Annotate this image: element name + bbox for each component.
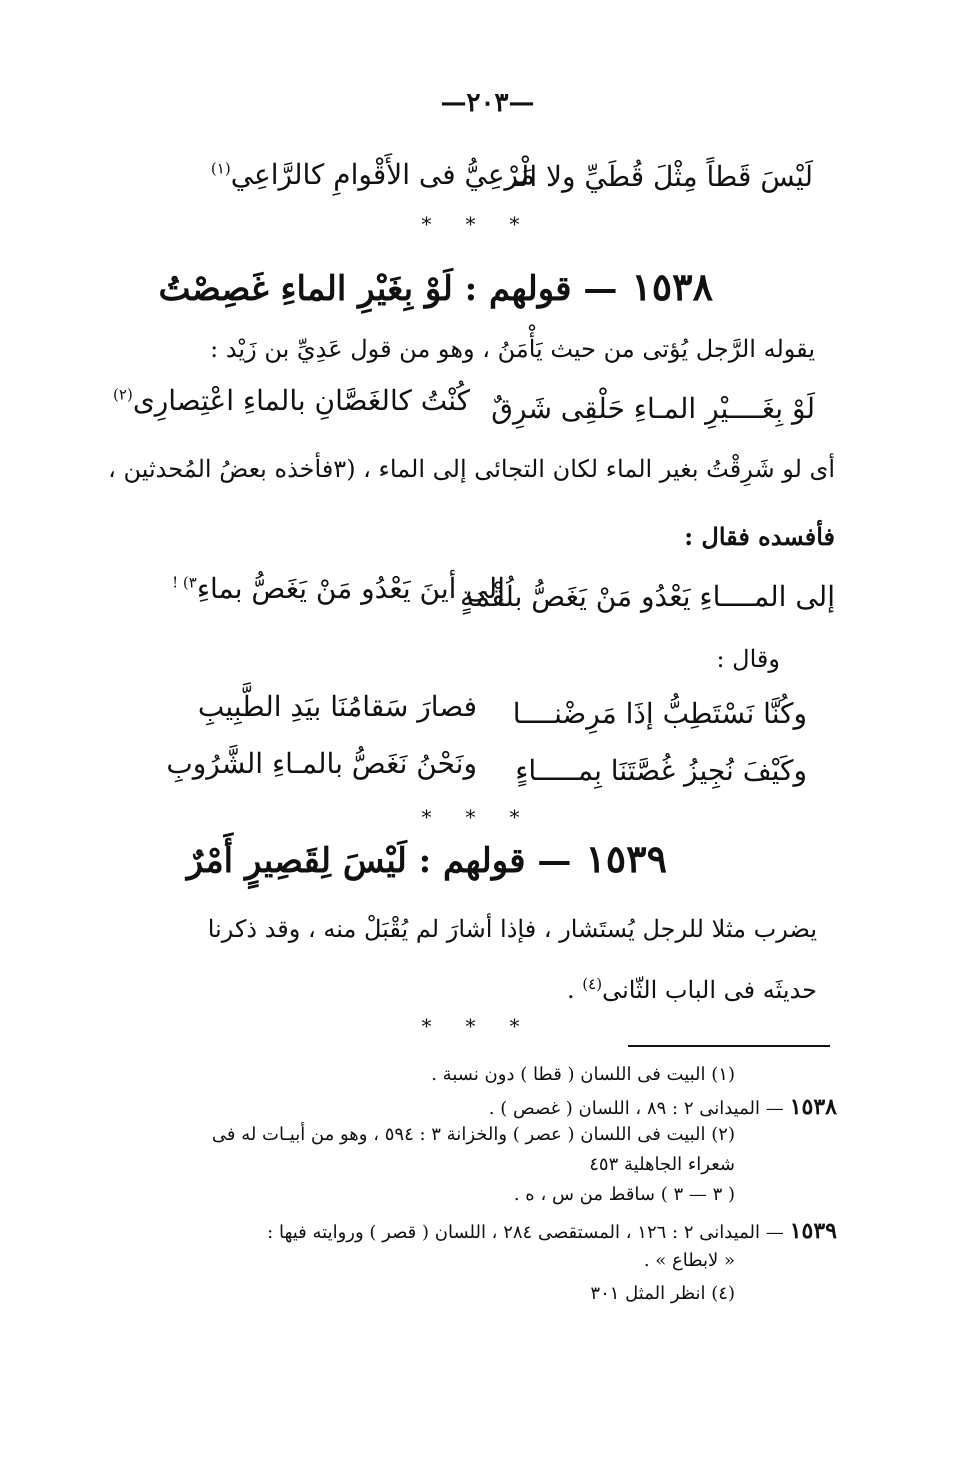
entry-1538-verse-first: لَوْ بِغَــــيْرِ المـاءِ حَلْقِى شَرِقٌ xyxy=(491,392,815,425)
entry-1538-title: — قولهم : لَوْ بِغَيْرِ الماءِ غَصِصْتُ xyxy=(158,269,618,309)
verse-1-first-hemistich: لَيْسَ قَطاً مِثْلَ قُطَيِّ ولا الْـ xyxy=(512,160,813,193)
footnote-text: (٤) انظر المثل ٣٠١ xyxy=(590,1283,735,1304)
section-divider-stars xyxy=(0,212,975,236)
entry-1538-said: وقال : xyxy=(716,645,780,673)
entry-1538-intro: يقوله الرَّجل يُؤتى من حيث يَأْمَنُ ، وهو من قول عَدِيِّ بن زَيْد : xyxy=(210,335,815,363)
footnote-ref-3: ٣) ! xyxy=(172,573,197,592)
footnote-lead: ١٥٣٩ xyxy=(789,1218,837,1244)
star: * xyxy=(509,212,554,236)
star: * xyxy=(421,212,466,236)
star: * xyxy=(509,1014,554,1038)
section-divider-stars xyxy=(0,805,975,829)
entry-1538-verse3-first: وكُنَّا نَسْتَطِبُّ إذَا مَرِضْنــــا xyxy=(512,697,807,730)
footnote-text: شعراء الجاهلية ٤٥٣ xyxy=(589,1154,735,1175)
star: * xyxy=(465,805,510,829)
footnote-lead: ١٥٣٨ xyxy=(789,1094,837,1120)
entry-1538-number: ١٥٣٨ xyxy=(631,264,713,309)
entry-1538-verse2-first: إلى المــــاءِ يَعْدُو مَنْ يَغَصُّ بلُقْمَةٍ xyxy=(459,580,835,613)
section-divider-stars xyxy=(0,1014,975,1038)
footnote-ref-1: (١) xyxy=(210,159,231,178)
entry-1539-heading xyxy=(187,836,667,881)
footnote-text: — الميدانى ٢ : ٨٩ ، اللسان ( غصص ) . xyxy=(488,1098,784,1119)
entry-1538-heading xyxy=(159,264,713,309)
footnote-2 xyxy=(212,1124,735,1145)
footnote-text: « لابطاع » . xyxy=(643,1250,735,1271)
verse-1-second-hemistich xyxy=(211,158,535,191)
star: * xyxy=(421,1014,466,1038)
entry-1539-number: ١٥٣٩ xyxy=(585,836,667,881)
star: * xyxy=(421,805,466,829)
entry-1539-line-2-end: . xyxy=(567,976,583,1004)
entry-1539-line-2-text: حديثَه فى الباب الثّانى xyxy=(602,976,817,1004)
star: * xyxy=(465,212,510,236)
footnote-text: (٢) البيت فى اللسان ( عصر ) والخزانة ٣ : ٥٩٤ ، وهو من أبيـات له فى xyxy=(211,1124,735,1145)
footnote-ref-4: (٤) xyxy=(582,975,603,993)
entry-1539-title: — قولهم : لَيْسَ لِقَصِيرٍ أَمْرٌ xyxy=(186,841,572,881)
footnote-2-continued xyxy=(589,1154,735,1175)
footnote-1538 xyxy=(489,1094,837,1120)
page-number: —٢٠٣— xyxy=(440,88,535,118)
footnote-1539-continued xyxy=(644,1250,735,1271)
entry-1538-verse4-first: وكَيْفَ نُجِيزُ غُصَّتَنَا بِمـــــاءٍ xyxy=(515,754,807,787)
footnote-text: (١) البيت فى اللسان ( قطا ) دون نسبة . xyxy=(431,1064,735,1085)
footnote-4 xyxy=(590,1283,735,1304)
entry-1538-verse2-text: إلى أينَ يَعْدُو مَنْ يَغَصُّ بماءِ xyxy=(196,572,505,605)
entry-1538-verse-text: كُنْتُ كالغَصَّانِ بالماءِ اعْتِصارِى xyxy=(132,384,470,417)
footnote-ref-2: (٢) xyxy=(113,385,133,404)
verse-1-text: مَرْعِيُّ فى الأَقْوامِ كالرَّاعِي xyxy=(230,158,535,191)
footnote-text: — الميدانى ٢ : ١٢٦ ، المستقصى ٢٨٤ ، اللسان ( قصر ) وروايته فيها : xyxy=(267,1222,784,1243)
entry-1538-verse3-second: فصارَ سَقامُنَا بيَدِ الطَّبِيبِ xyxy=(197,690,477,723)
entry-1538-verse4-second: ونَحْنُ نَغَصُّ بالمـاءِ الشَّرُوبِ xyxy=(166,747,477,780)
entry-1538-spoiled-line: فأفسده فقال : xyxy=(684,522,835,551)
entry-1538-verse2-second xyxy=(172,572,505,605)
star: * xyxy=(509,805,554,829)
entry-1538-verse-second xyxy=(113,384,470,417)
footnote-1 xyxy=(431,1064,735,1085)
footnote-3 xyxy=(514,1184,735,1205)
footnote-1539 xyxy=(267,1218,837,1244)
star: * xyxy=(465,1014,510,1038)
entry-1539-line-1: يضرب مثلا للرجل يُستَشار ، فإذا أشارَ لم يُقْبَلْ منه ، وقد ذكرنا xyxy=(207,915,817,943)
footnote-separator xyxy=(628,1045,830,1047)
footnote-text: ( ٣ — ٣ ) ساقط من س ، ه . xyxy=(513,1184,735,1205)
entry-1538-explanation: أى لو شَرِقْتُ بغير الماء لكان التجائى إلى الماء ، (٣فأخذه بعضُ المُحدثين ، xyxy=(108,455,835,483)
entry-1539-line-2 xyxy=(567,975,817,1004)
